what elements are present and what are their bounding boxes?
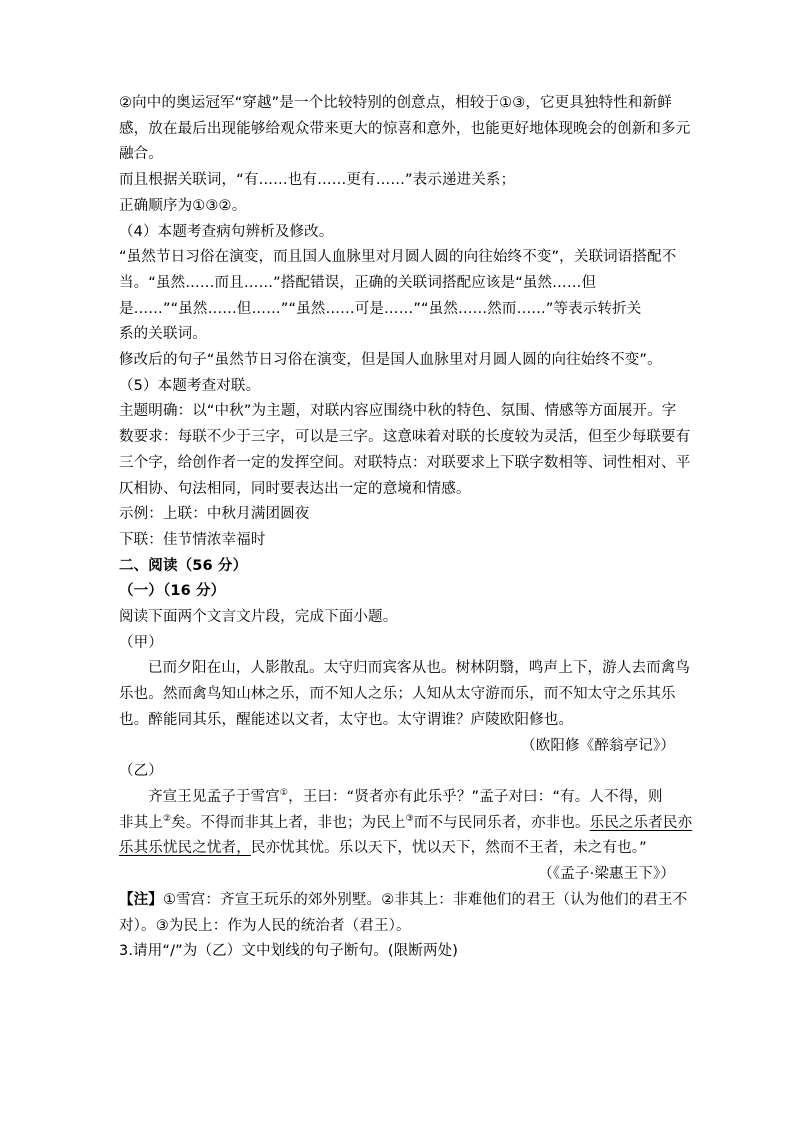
- note-line: 对）。③为民上：作为人民的统治者（君王）。: [119, 917, 411, 934]
- passage-jia-line: 已而夕阳在山，人影散乱。太守归而宾客从也。树林阴翳，鸣声上下，游人去而禽鸟: [148, 660, 691, 677]
- passage-yi-label: （乙）: [119, 763, 163, 780]
- instruction: 阅读下面两个文言文片段，完成下面小题。: [119, 609, 398, 626]
- answer-line: 示例：上联：中秋月满团圆夜: [119, 506, 310, 523]
- question-3: 3.请用“/”为（乙）文中划线的句子断句。(限断两处): [119, 943, 459, 960]
- text-segment: 矣。不得而非其上者，非也；为民上: [171, 814, 406, 831]
- answer-line: ②向中的奥运冠军“穿越”是一个比较特别的创意点，相较于①③，它更具独特性和新鲜: [119, 95, 672, 111]
- answer-line: 下联：佳节情浓幸福时: [119, 531, 266, 548]
- answer-line: （4）本题考查病句辨析及修改。: [119, 223, 334, 240]
- answer-line: 是……”“虽然……但……”“虽然……可是……”“虽然……然而……”等表示转折关: [119, 300, 642, 317]
- answer-line: 正确顺序为①③②。: [119, 197, 247, 214]
- answer-line: （5）本题考查对联。: [119, 377, 261, 394]
- note-text: ①雪宫：齐宣王玩乐的郊外别墅。②非其上：非难他们的君王（认为他们的君王不: [162, 891, 688, 908]
- footnote-marker: ①: [279, 788, 289, 799]
- text-segment: 民亦忧其忧。乐以天下，忧以天下，然而不王者，未之有也。”: [250, 840, 647, 857]
- answer-line: 修改后的句子“虽然节日习俗在演变，但是国人血脉里对月圆人圆的向往始终不变”。: [119, 352, 662, 369]
- document-body: [119, 91, 693, 965]
- text-segment: 而不与民同乐者，亦非也。: [413, 814, 590, 831]
- passage-yi-source: （《孟子·梁惠王下》）: [538, 866, 675, 883]
- passage-yi-line: [119, 836, 675, 862]
- note-line: [119, 888, 688, 914]
- passage-yi-line: [119, 811, 693, 837]
- answer-line: 主题明确：以“中秋”为主题，对联内容应围绕中秋的特色、氛围、情感等方面展开。字: [119, 403, 677, 420]
- footnote-marker: ③: [405, 813, 414, 824]
- answer-line: 数要求：每联不少于三字，可以是三字。这意味着对联的长度较为灵活，但至少每联要有: [119, 429, 691, 446]
- answer-line: 三个字，给创作者一定的发挥空间。对联特点：对联要求上下联字数相等、词性相对、平: [119, 454, 691, 471]
- text-segment: 非其上: [119, 814, 163, 831]
- answer-line: 仄相协、句法相同，同时要表达出一定的意境和情感。: [119, 480, 471, 497]
- answer-line: 系的关联词。: [119, 326, 207, 343]
- answer-line: 感，放在最后出现能够给观众带来更大的惊喜和意外，也能更好地体现晚会的创新和多元: [119, 120, 691, 137]
- footnote-marker: ②: [162, 813, 172, 824]
- note-label: 【注】: [119, 891, 163, 908]
- text-segment: ，王曰：“贤者亦有此乐乎？”孟子对曰：“有。人不得，则: [288, 788, 663, 805]
- subsection-title: （一）（16 分）: [119, 583, 226, 600]
- answer-line: 当。“虽然……而且……”搭配错误，正确的关联词搭配应该是“虽然……但: [119, 274, 597, 291]
- passage-yi-line: [119, 785, 675, 811]
- answer-line: 融合。: [119, 146, 163, 163]
- answer-line: 而且根据关联词，“有……也有……更有……”表示递进关系；: [119, 172, 516, 189]
- passage-jia-label: （甲）: [119, 634, 163, 651]
- answer-line: “虽然节日习俗在演变，而且国人血脉里对月圆人圆的向往始终不变”，关联词语搭配不: [119, 249, 677, 266]
- passage-jia-line: 也。醉能同其乐，醒能述以文者，太守也。太守谓谁？庐陵欧阳修也。: [119, 711, 574, 728]
- passage-jia-source: （欧阳修《醉翁亭记》）: [521, 737, 675, 754]
- underlined-sentence: 乐其乐忧民之忧者，: [119, 840, 251, 857]
- text-segment: 齐宣王见孟子于雪宫: [148, 788, 280, 805]
- underlined-sentence: 乐民之乐者民亦: [589, 814, 693, 831]
- passage-jia-line: 乐也。然而禽鸟知山林之乐，而不知人之乐；人知从太守游而乐，而不知太守之乐其乐: [119, 686, 676, 703]
- section-title: 二、阅读（56 分）: [119, 557, 248, 574]
